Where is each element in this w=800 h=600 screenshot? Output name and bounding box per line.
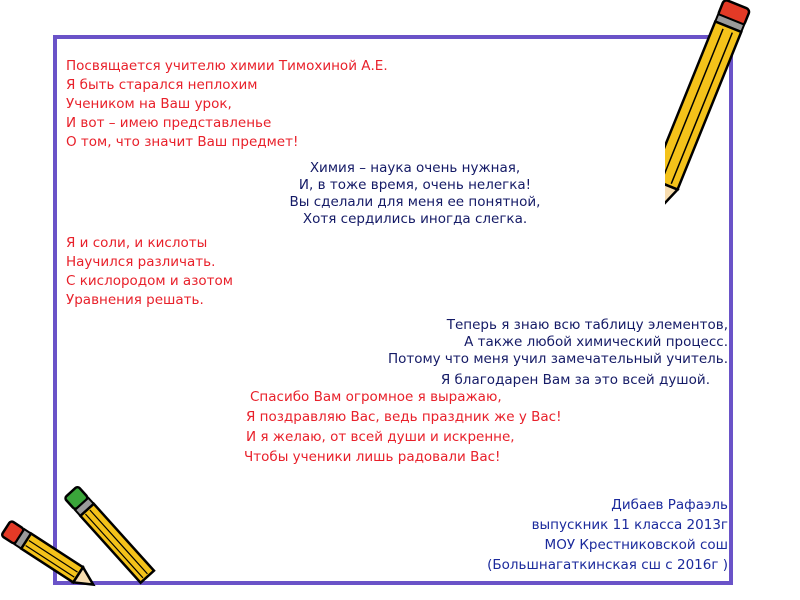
verse-2-block xyxy=(250,160,580,228)
verse-2-line: Хотя сердились иногда слегка. xyxy=(302,211,528,227)
verse-2-line: И, в тоже время, очень нелегка! xyxy=(298,177,532,193)
dedication-line: Посвящается учителю химии Тимохиной А.Е. xyxy=(66,58,388,74)
signature-class: выпускник 11 класса 2013г xyxy=(531,517,728,533)
signature-school-new: (Большнагаткинская сш с 2016г ) xyxy=(487,557,728,573)
verse-5-block xyxy=(244,387,562,467)
dedication-line: И вот – имею представленье xyxy=(66,115,272,131)
signature-block xyxy=(487,495,728,575)
verse-3-line: Уравнения решать. xyxy=(66,292,204,308)
pencil-icon xyxy=(665,0,800,250)
dedication-line: Я быть старался неплохим xyxy=(66,77,258,93)
verse-2-line: Вы сделали для меня ее понятной, xyxy=(289,194,541,210)
verse-3-line: Научился различать. xyxy=(66,254,216,270)
verse-5-line: Чтобы ученики лишь радовали Вас! xyxy=(244,449,501,465)
verse-3-line: Я и соли, и кислоты xyxy=(66,235,208,251)
verse-4-line: Теперь я знаю всю таблицу элементов, xyxy=(446,317,728,333)
verse-4-line: Я благодарен Вам за это всей душой. xyxy=(440,372,710,388)
dedication-line: О том, что значит Ваш предмет! xyxy=(66,134,299,150)
verse-5-line: Я поздравляю Вас, ведь праздник же у Вас! xyxy=(246,409,562,425)
verse-2-line: Химия – наука очень нужная, xyxy=(309,160,521,176)
signature-name: Дибаев Рафаэль xyxy=(611,497,728,513)
verse-5-line: И я желаю, от всей души и искренне, xyxy=(246,429,515,445)
verse-4-line: А также любой химический процесс. xyxy=(464,334,728,350)
verse-3-line: С кислородом и азотом xyxy=(66,273,233,289)
signature-school: МОУ Крестниковской сош xyxy=(544,537,728,553)
dedication-block xyxy=(66,57,388,152)
verse-4-line: Потому что меня учил замечательный учитель. xyxy=(387,351,728,367)
pencil-icon-green xyxy=(55,478,165,600)
dedication-line: Учеником на Ваш урок, xyxy=(66,96,232,112)
verse-4-block xyxy=(388,317,728,389)
verse-3-block xyxy=(66,234,233,310)
verse-5-line: Спасибо Вам огромное я выражаю, xyxy=(250,389,502,405)
